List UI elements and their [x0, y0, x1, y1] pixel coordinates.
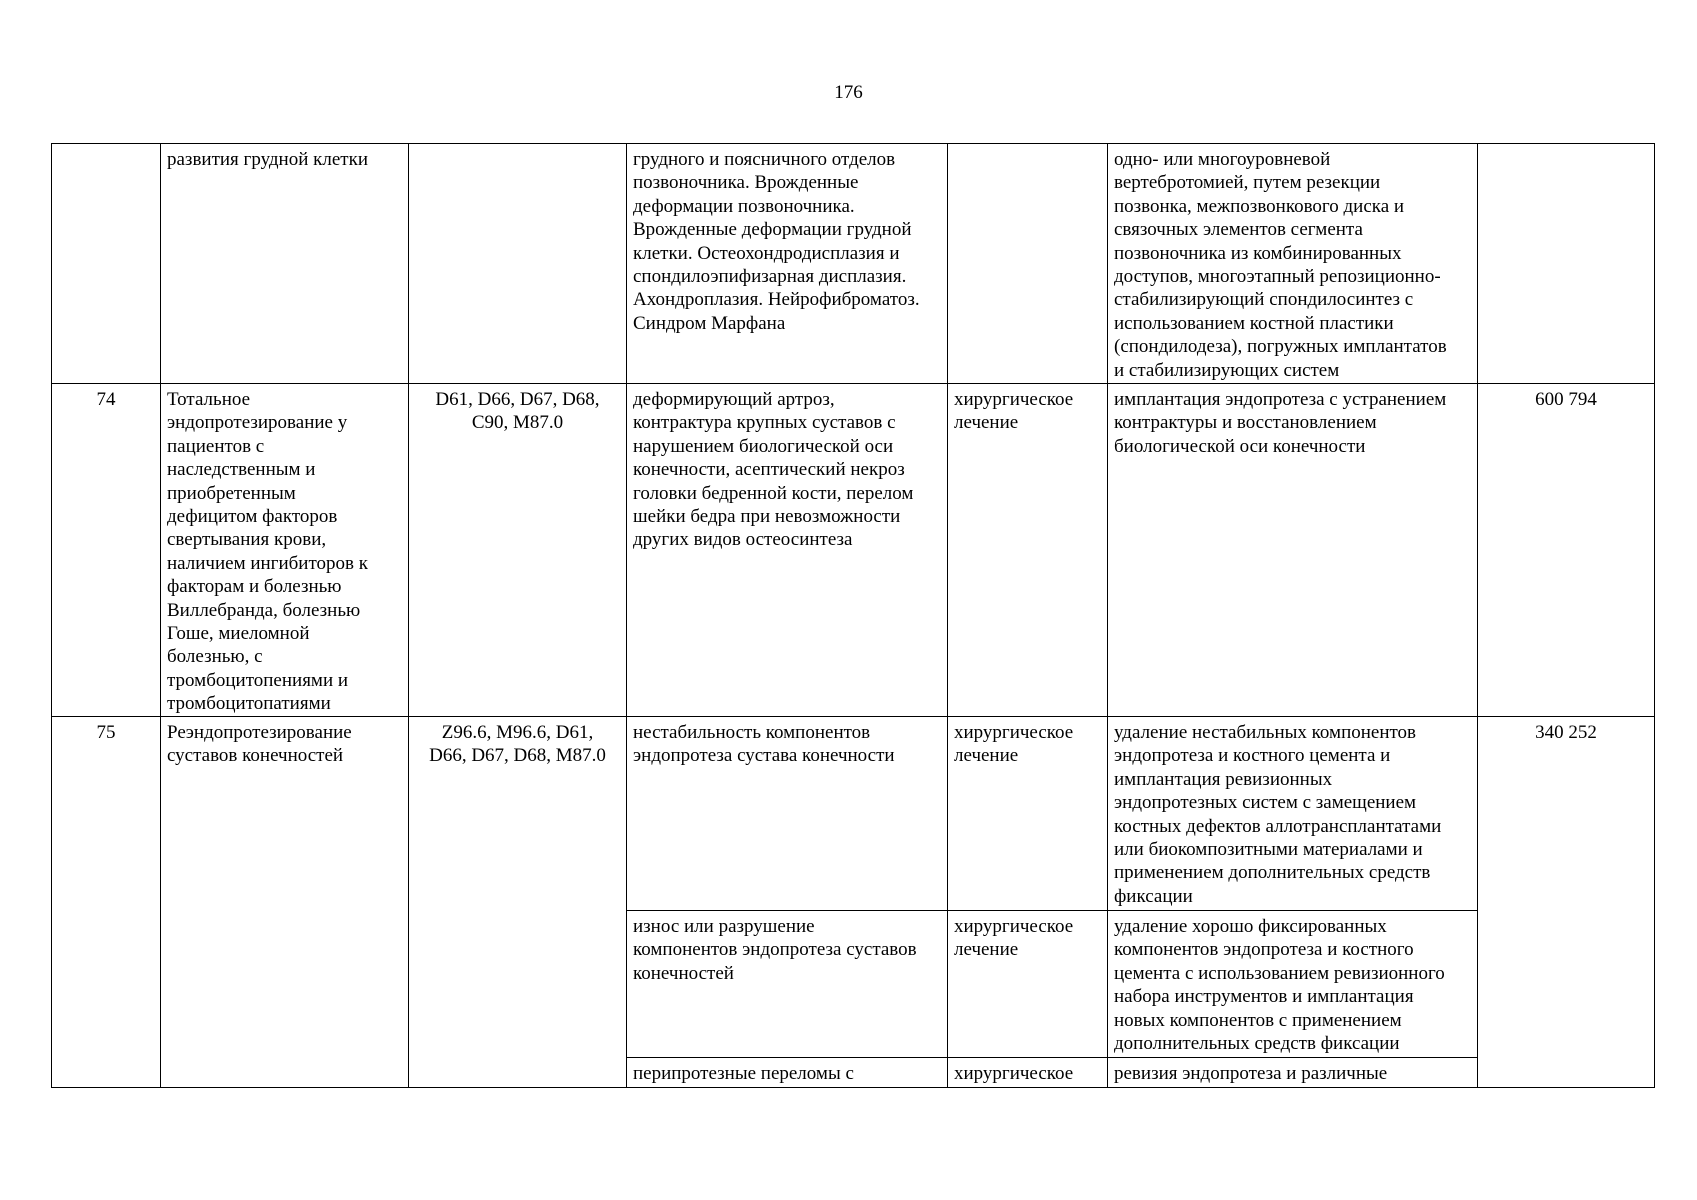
patient-model-cell: перипротезные переломы с [627, 1058, 948, 1088]
table-row-74 [52, 384, 1655, 717]
treatment-type-cell: хирургическое [948, 1058, 1108, 1088]
procedure-name-cell: развития грудной клетки [161, 144, 409, 384]
cost-cell [1478, 144, 1655, 384]
row-number-cell [52, 144, 161, 384]
treatment-method-cell: удаление нестабильных компонентов эндопротеза и костного цемента и имплантация ревизионных эндопротезных систем с замещением костных дефектов аллотрансплантатами или биокомпозитными материалами и применением дополнительных средств фиксации [1108, 717, 1478, 911]
row-number-cell: 74 [52, 384, 161, 717]
page-number: 176 [834, 82, 863, 103]
treatment-method-cell: удаление хорошо фиксированных компонентов эндопротеза и костного цемента с использованием ревизионного набора инструментов и имплантация новых компонентов с применением дополнительных средств фиксации [1108, 911, 1478, 1058]
treatment-method-cell: одно- или многоуровневой вертебротомией, путем резекции позвонка, межпозвонкового диска и связочных элементов сегмента позвоночника из комбинированных доступов, многоэтапный репозиционно- стабилизирующий спондилосинтез с использованием костной пластики (спондилодеза), погружных имплантатов и стабилизирующих систем [1108, 144, 1478, 384]
treatment-method-cell: ревизия эндопротеза и различные [1108, 1058, 1478, 1088]
treatment-table [51, 143, 1655, 1088]
table-row-continuation [52, 144, 1655, 384]
treatment-type-cell: хирургическое лечение [948, 911, 1108, 1058]
treatment-type-cell [948, 144, 1108, 384]
icd-codes-cell: Z96.6, M96.6, D61, D66, D67, D68, M87.0 [409, 717, 627, 1088]
cost-cell: 600 794 [1478, 384, 1655, 717]
patient-model-cell: износ или разрушение компонентов эндопротеза суставов конечностей [627, 911, 948, 1058]
treatment-method-cell: имплантация эндопротеза с устранением контрактуры и восстановлением биологической оси конечности [1108, 384, 1478, 717]
procedure-name-cell: Тотальное эндопротезирование у пациентов с наследственным и приобретенным дефицитом факторов свертывания крови, наличием ингибиторов к факторам и болезнью Виллебранда, болезнью Гоше, миеломной болезнью, с тромбоцитопениями и тромбоцитопатиями [161, 384, 409, 717]
icd-codes-cell: D61, D66, D67, D68, C90, M87.0 [409, 384, 627, 717]
cost-cell: 340 252 [1478, 717, 1655, 1088]
patient-model-cell: деформирующий артроз, контрактура крупных суставов с нарушением биологической оси конечности, асептический некроз головки бедренной кости, перелом шейки бедра при невозможности других видов остеосинтеза [627, 384, 948, 717]
row-number-cell: 75 [52, 717, 161, 1088]
treatment-type-cell: хирургическое лечение [948, 384, 1108, 717]
icd-codes-cell [409, 144, 627, 384]
patient-model-cell: нестабильность компонентов эндопротеза сустава конечности [627, 717, 948, 911]
patient-model-cell: грудного и поясничного отделов позвоночника. Врожденные деформации позвоночника. Врожденные деформации грудной клетки. Остеохондродисплазия и спондилоэпифизарная дисплазия. Ахондроплазия. Нейрофиброматоз. Синдром Марфана [627, 144, 948, 384]
table-row-75 [52, 717, 1655, 911]
treatment-type-cell: хирургическое лечение [948, 717, 1108, 911]
procedure-name-cell: Реэндопротезирование суставов конечностей [161, 717, 409, 1088]
